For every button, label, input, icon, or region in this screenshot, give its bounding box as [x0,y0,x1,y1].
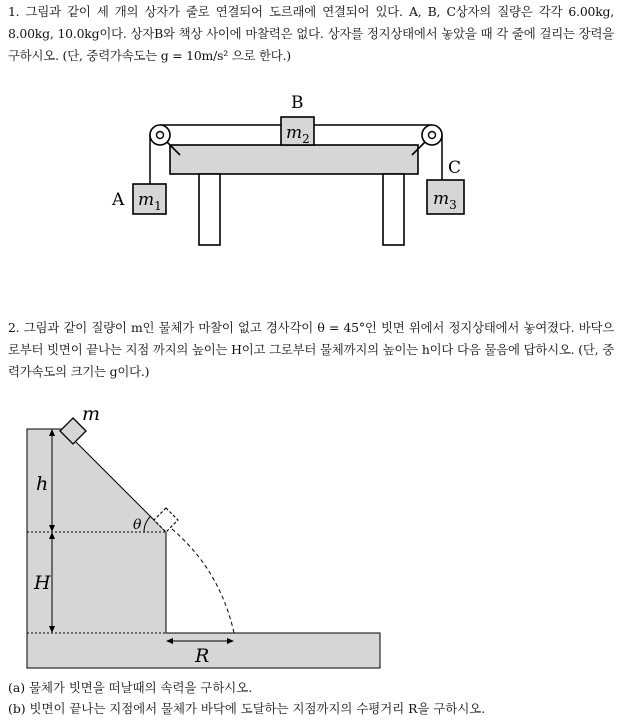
label-a: A [112,190,125,210]
label-H: H [34,572,51,594]
mass-m1: $m_1$ [138,190,162,213]
label-m: m [82,403,101,425]
problem-2-text: 2. 그림과 같이 질량이 m인 물체가 마찰이 없고 경사각이 θ = 45°인 빗면 위에서 정지상태에서 놓여졌다. 바닥으로부터 빗면이 끝나는 지점 까지의 높이는 H이고 그로부터 물체까지의 높이는 h이다 다음 물음에 답하시오. (단, 중력가속도의 크기는 g이다.) [8,320,614,379]
label-R: R [195,645,210,667]
label-theta: θ [133,517,142,533]
problem-1-text: 1. 그림과 같이 세 개의 상자가 줄로 연결되어 도르래에 연결되어 있다. A, B, C상자의 질량은 각각 6.00kg, 8.00kg, 10.0kg이다. 상자B와 책상 사이에 마찰력은 없다. 상자를 정지상태에서 놓았을 때 각 줄에 걸리는 장력을 구하시오. (단, 중력가속도는 g = 10m/s² 으로 한다.) [8,4,614,63]
problem-2-figure [27,403,380,668]
mass-m2: $m_2$ [286,123,310,146]
label-b: B [291,93,304,113]
label-c: C [448,158,462,178]
table-leg-left [199,174,220,245]
table-top [170,145,418,174]
mass-m3: $m_3$ [433,189,457,212]
question-b: (b) 빗면이 끝나는 지점에서 물체가 바닥에 도달하는 지점까지의 수평거리 R을 구하시오. [8,701,486,716]
trajectory [172,529,234,633]
label-h: h [36,473,49,495]
question-a: (a) 물체가 빗면을 떠날때의 속력을 구하시오. [8,680,253,695]
table-leg-right [383,174,404,245]
incline-block [27,429,380,668]
